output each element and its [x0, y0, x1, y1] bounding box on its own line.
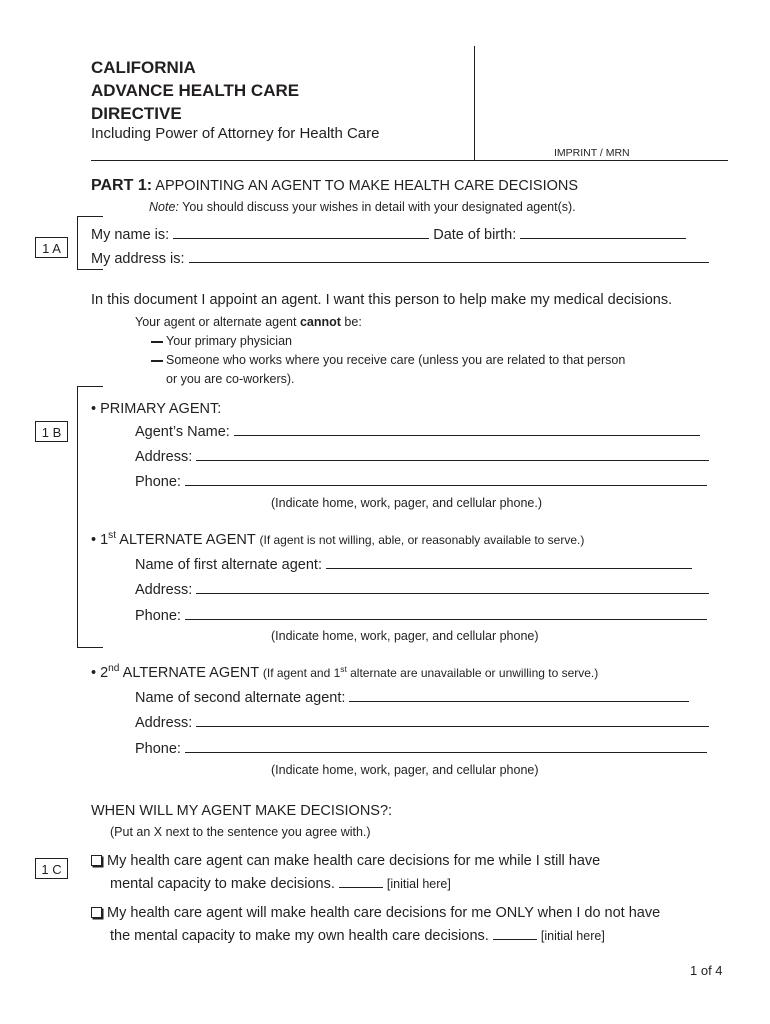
- alt2-condition-sup: st: [340, 663, 347, 674]
- imprint-divider-vertical: [474, 46, 475, 160]
- option-1-row: [91, 853, 600, 869]
- note-label: Note:: [149, 200, 179, 214]
- my-address-label: My address is:: [91, 251, 185, 267]
- section-1b-badge: 1 B: [35, 421, 68, 442]
- alt2-address-row: [135, 714, 709, 731]
- alt1-address-label: Address:: [135, 582, 193, 598]
- section-1b-bracket: [77, 386, 78, 648]
- alt2-condition-pre: (If agent and 1: [262, 665, 341, 680]
- option-1-initial-label: [initial here]: [386, 877, 451, 891]
- part1-title: APPOINTING AN AGENT TO MAKE HEALTH CARE DECISIONS: [155, 178, 579, 194]
- form-title: [91, 56, 299, 125]
- title-line-3: DIRECTIVE: [91, 104, 182, 123]
- alt2-heading: [91, 663, 598, 681]
- option-2-line-1: My health care agent will make health care decisions for me ONLY when I do not have: [107, 905, 661, 921]
- part1-note: [149, 200, 576, 214]
- option-2-line-2-row: [110, 927, 605, 944]
- dob-field[interactable]: [520, 226, 686, 239]
- intro-text: In this document I appoint an agent. I want this person to help make my medical decisions.: [91, 292, 673, 308]
- header-divider: [91, 160, 728, 161]
- option-1-line-2-row: [110, 875, 451, 892]
- when-instruction: (Put an X next to the sentence you agree with.): [110, 825, 371, 839]
- alt2-name-row: [135, 689, 689, 706]
- alt1-phone-row: [135, 607, 707, 624]
- section-1a-bracket-top: [77, 216, 103, 217]
- part1-label: PART 1:: [91, 177, 153, 194]
- option-1-line-1: My health care agent can make health care decisions for me while I still have: [107, 853, 601, 869]
- alt1-phone-field[interactable]: [185, 607, 707, 620]
- primary-name-row: [135, 423, 700, 440]
- alt2-address-label: Address:: [135, 715, 193, 731]
- primary-name-label: Agent’s Name:: [135, 424, 230, 440]
- restriction-item-1: [151, 334, 292, 348]
- alt1-heading: [91, 530, 584, 548]
- alt2-phone-row: [135, 740, 707, 757]
- dob-label: Date of birth:: [433, 227, 517, 243]
- imprint-label: IMPRINT / MRN: [554, 147, 630, 159]
- restriction-text-1: Your primary physician: [166, 334, 292, 348]
- alt2-title: ALTERNATE AGENT: [122, 664, 259, 681]
- dash-icon: [151, 360, 163, 362]
- alt2-name-label: Name of second alternate agent:: [135, 690, 346, 706]
- alt1-address-row: [135, 581, 709, 598]
- alt2-condition: [262, 663, 599, 680]
- option-2-row: [91, 905, 660, 921]
- section-1a-bracket: [77, 216, 78, 270]
- title-line-2: ADVANCE HEALTH CARE: [91, 81, 300, 100]
- form-subtitle: Including Power of Attorney for Health Care: [91, 125, 380, 142]
- alt1-name-field[interactable]: [326, 556, 692, 569]
- my-name-row: [91, 226, 686, 243]
- alt2-condition-post: alternate are unavailable or unwilling to serve.): [350, 665, 599, 680]
- cannot-post: be:: [344, 315, 362, 329]
- my-address-field[interactable]: [189, 250, 709, 263]
- restriction-item-2-cont: or you are co-workers).: [166, 372, 295, 386]
- option-2-checkbox[interactable]: [91, 907, 102, 918]
- alt1-name-row: [135, 556, 692, 573]
- alt1-phone-label: Phone:: [135, 608, 181, 624]
- my-address-row: [91, 250, 709, 267]
- alt2-address-field[interactable]: [196, 714, 709, 727]
- primary-address-field[interactable]: [196, 448, 709, 461]
- my-name-label: My name is:: [91, 227, 170, 243]
- alt2-sup: nd: [108, 663, 120, 674]
- primary-phone-row: [135, 473, 707, 490]
- cannot-be-line: [135, 315, 362, 329]
- cannot-pre: Your agent or alternate agent: [135, 315, 297, 329]
- primary-phone-label: Phone:: [135, 474, 181, 490]
- alt1-sup: st: [108, 530, 117, 541]
- alt1-address-field[interactable]: [196, 581, 709, 594]
- primary-address-row: [135, 448, 709, 465]
- primary-phone-field[interactable]: [185, 473, 707, 486]
- when-heading: WHEN WILL MY AGENT MAKE DECISIONS?:: [91, 803, 393, 819]
- note-text: You should discuss your wishes in detail with your designated agent(s).: [182, 200, 576, 214]
- alt2-phone-hint: (Indicate home, work, pager, and cellular phone): [271, 763, 539, 777]
- alt2-phone-field[interactable]: [185, 740, 707, 753]
- restriction-item-2: [151, 353, 625, 367]
- alt2-name-field[interactable]: [349, 689, 689, 702]
- alt2-bullet: • 2: [91, 664, 109, 681]
- title-line-1: CALIFORNIA: [91, 58, 196, 77]
- option-2-initial-label: [initial here]: [540, 929, 605, 943]
- section-1b-bracket-bottom: [77, 647, 103, 648]
- option-1-line-2: mental capacity to make decisions.: [110, 876, 335, 892]
- dash-icon: [151, 341, 163, 343]
- option-1-checkbox[interactable]: [91, 855, 102, 866]
- page-number: 1 of 4: [690, 963, 723, 978]
- part1-heading: [91, 177, 578, 195]
- section-1b-bracket-top: [77, 386, 103, 387]
- option-2-line-2: the mental capacity to make my own health care decisions.: [110, 928, 489, 944]
- my-name-field[interactable]: [173, 226, 429, 239]
- alt1-condition: (If agent is not willing, able, or reasonably available to serve.): [259, 532, 585, 547]
- primary-phone-hint: (Indicate home, work, pager, and cellular phone.): [271, 496, 542, 510]
- option-2-initial-field[interactable]: [493, 927, 537, 940]
- section-1a-badge: 1 A: [35, 237, 68, 258]
- primary-name-field[interactable]: [234, 423, 700, 436]
- alt1-title: ALTERNATE AGENT: [119, 531, 256, 548]
- cannot-word: cannot: [299, 315, 341, 329]
- section-1c-badge: 1 C: [35, 858, 68, 879]
- section-1a-bracket-bottom: [77, 269, 103, 270]
- option-1-initial-field[interactable]: [339, 875, 383, 888]
- alt2-phone-label: Phone:: [135, 741, 181, 757]
- primary-agent-heading: • PRIMARY AGENT:: [91, 401, 222, 417]
- alt1-phone-hint: (Indicate home, work, pager, and cellular phone): [271, 629, 539, 643]
- primary-address-label: Address:: [135, 449, 193, 465]
- alt1-bullet: • 1: [91, 531, 109, 548]
- alt1-name-label: Name of first alternate agent:: [135, 557, 322, 573]
- restriction-text-2: Someone who works where you receive care (unless you are related to that person: [166, 353, 626, 367]
